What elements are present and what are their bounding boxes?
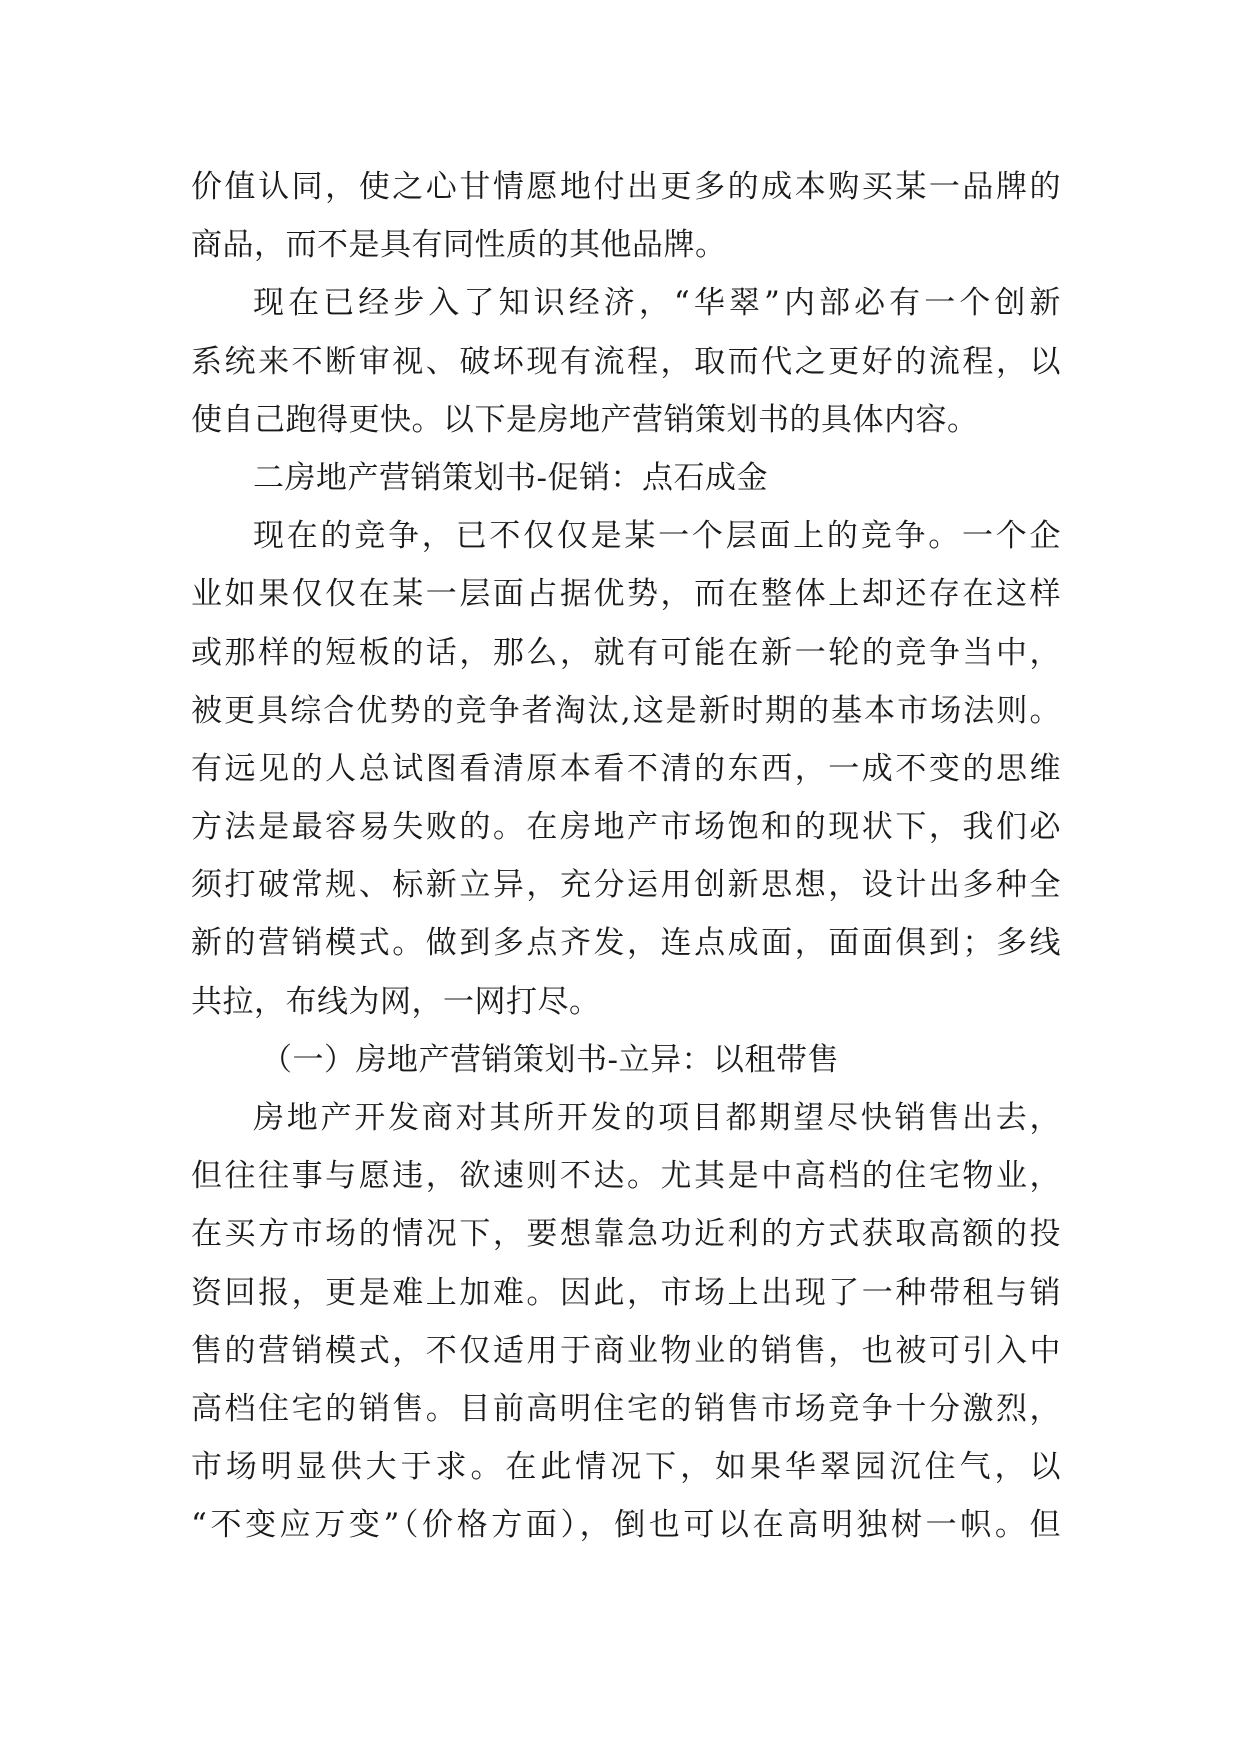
body-line: 新的营销模式。做到多点齐发，连点成面，面面俱到；多线 bbox=[191, 925, 1061, 962]
body-line: 但往往事与愿违，欲速则不达。尤其是中高档的住宅物业， bbox=[191, 1158, 1061, 1195]
body-line: 共拉，布线为网，一网打尽。 bbox=[191, 983, 601, 1020]
body-line: 被更具综合优势的竞争者淘汰,这是新时期的基本市场法则。 bbox=[191, 692, 1061, 729]
subsection-heading: （一）房地产营销策划书-立异：以租带售 bbox=[261, 1041, 839, 1078]
body-line: 在买方市场的情况下，要想靠急功近利的方式获取高额的投 bbox=[191, 1216, 1061, 1253]
body-line: 须打破常规、标新立异，充分运用创新思想，设计出多种全 bbox=[191, 867, 1061, 904]
body-line: 高档住宅的销售。目前高明住宅的销售市场竞争十分激烈， bbox=[191, 1390, 1061, 1427]
body-line: 业如果仅仅在某一层面占据优势，而在整体上却还存在这样 bbox=[191, 576, 1061, 613]
body-line: 商品，而不是具有同性质的其他品牌。 bbox=[191, 227, 727, 264]
body-line: 系统来不断审视、破坏现有流程，取而代之更好的流程，以 bbox=[191, 343, 1061, 380]
body-line: 现在的竞争，已不仅仅是某一个层面上的竞争。一个企 bbox=[253, 518, 1061, 555]
body-line: 现在已经步入了知识经济，“华翠”内部必有一个创新 bbox=[253, 285, 1061, 322]
section-heading: 二房地产营销策划书-促销：点石成金 bbox=[253, 459, 768, 496]
body-line: 售的营销模式，不仅适用于商业物业的销售，也被可引入中 bbox=[191, 1332, 1061, 1369]
body-line: 房地产开发商对其所开发的项目都期望尽快销售出去， bbox=[253, 1100, 1061, 1136]
body-line: 方法是最容易失败的。在房地产市场饱和的现状下，我们必 bbox=[191, 809, 1061, 846]
body-line: 价值认同，使之心甘情愿地付出更多的成本购买某一品牌的 bbox=[191, 169, 1061, 205]
body-line: 有远见的人总试图看清原本看不清的东西，一成不变的思维 bbox=[191, 750, 1061, 787]
body-line: “不变应万变”（价格方面），倒也可以在高明独树一帜。但 bbox=[191, 1507, 1061, 1544]
body-line: 或那样的短板的话，那么，就有可能在新一轮的竞争当中， bbox=[191, 634, 1061, 671]
body-line: 使自己跑得更快。以下是房地产营销策划书的具体内容。 bbox=[191, 401, 979, 438]
body-line: 资回报，更是难上加难。因此，市场上出现了一种带租与销 bbox=[191, 1274, 1061, 1311]
document-body bbox=[191, 158, 1061, 1555]
body-line: 市场明显供大于求。在此情况下，如果华翠园沉住气，以 bbox=[191, 1449, 1061, 1486]
